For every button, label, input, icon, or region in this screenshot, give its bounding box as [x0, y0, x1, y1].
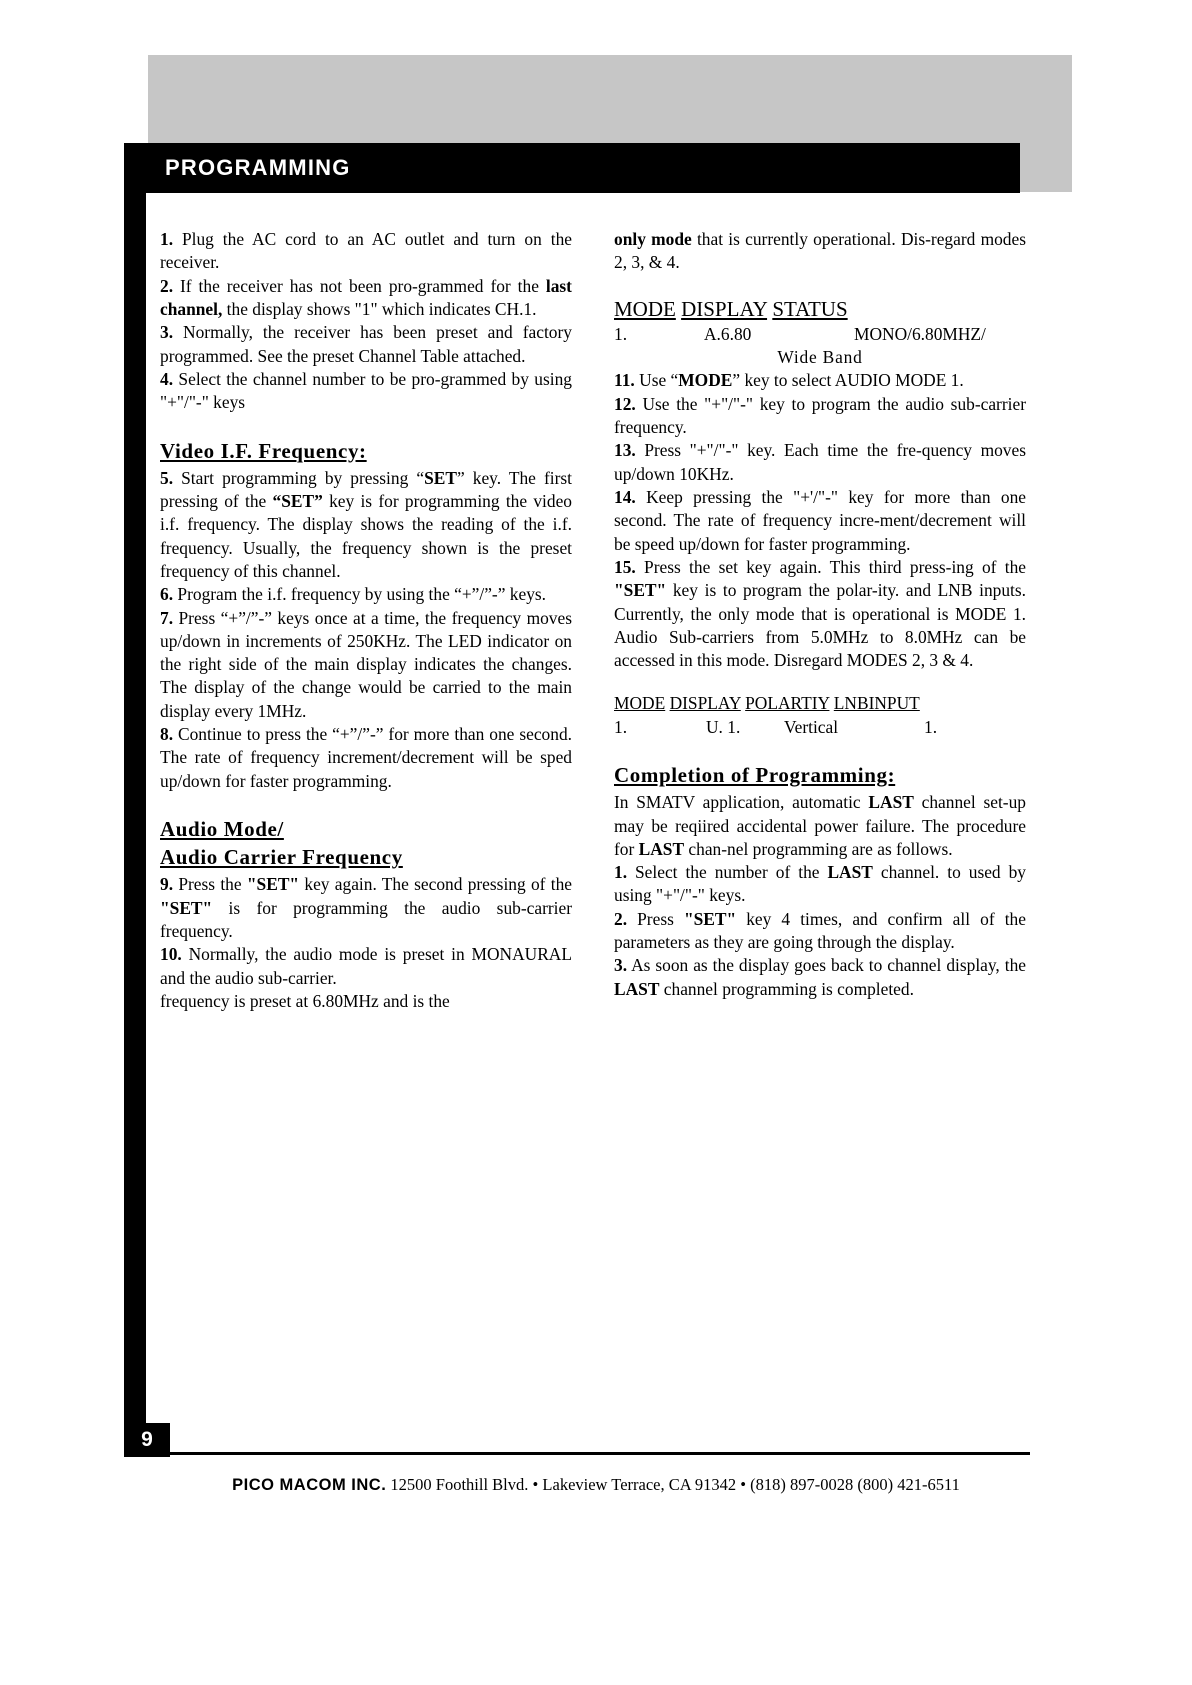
list-item	[160, 723, 572, 793]
list-item-number: 1.	[160, 229, 174, 249]
subsection-heading-audio-mode: Audio Mode/	[160, 817, 284, 841]
paragraph-text: In SMATV application, automatic	[614, 792, 869, 813]
list-item-text: Normally, the audio mode is preset in MONAURAL and the audio sub-carrier.	[160, 944, 572, 988]
right-column	[614, 228, 1026, 1001]
table1-cell-mode: 1.	[614, 323, 628, 344]
page-number-badge: 9	[124, 1423, 170, 1457]
list-item-continued: frequency is preset at 6.80MHz and is the	[160, 990, 450, 1011]
list-item-text: Plug the AC cord to an AC outlet and turn on the receiver.	[160, 229, 572, 273]
list-item	[614, 556, 1026, 673]
list-item	[160, 321, 572, 368]
table1-cell-display: A.6.80	[704, 323, 752, 344]
list-item-number: 1.	[614, 862, 628, 883]
list-item-text: Start programming by pressing “	[181, 467, 425, 488]
decorative-left-bar	[124, 193, 146, 1423]
emphasis-text: last channel,	[160, 275, 572, 319]
list-item-text-cont: the display shows "1" which indicates CH.1.	[222, 298, 537, 319]
emphasis-text: LAST	[638, 838, 685, 859]
list-item	[614, 954, 1026, 1001]
footer	[0, 1475, 1192, 1495]
list-item-text-cont: key is to program the polar-ity. and LNB inputs. Currently, the only mode that is operational is MODE 1. Audio Sub-carriers from 5.0MHz to 8.0MHz can be accessed in this mode. Disregard MODES 2, 3 & 4.	[614, 580, 1026, 671]
list-item	[160, 368, 572, 415]
list-item-text-cont: is for programming the audio sub-carrier frequency.	[160, 897, 572, 941]
table1-header-display: DISPLAY	[681, 296, 768, 321]
table1-header-status: STATUS	[772, 296, 848, 321]
list-item-text: Use the "+"/"-" key to program the audio sub-carrier frequency.	[614, 393, 1026, 437]
list-item	[614, 439, 1026, 486]
list-item-number: 14.	[614, 486, 636, 507]
table2-cell-mode: 1.	[614, 716, 628, 737]
list-item-number: 6.	[160, 584, 174, 605]
emphasis-text: LAST	[614, 978, 660, 999]
table2-header-lnbinput: LNBINPUT	[833, 693, 920, 714]
list-item-number: 3.	[614, 955, 628, 976]
list-item-text-cont: key is for programming the video i.f. frequency. The display shows the reading of the i.f. frequency. Usually, the frequency shown is the preset frequency of this channel.	[160, 490, 572, 581]
list-item	[160, 583, 572, 606]
bottom-divider	[170, 1452, 1030, 1455]
list-item-number: 10.	[160, 944, 182, 965]
list-item-text-mid: ” key. The first pressing of the	[160, 467, 572, 511]
emphasis-text: "SET"	[683, 908, 737, 929]
list-item-text-mid: key again. The second pressing of the	[299, 874, 572, 895]
list-item	[614, 369, 1026, 392]
paragraph-text: that is currently operational. Dis-regard modes 2, 3, & 4.	[614, 229, 1026, 273]
paragraph-text-mid: channel set-up may be reqiired accidental power failure. The procedure for	[614, 792, 1026, 859]
list-item	[160, 943, 572, 990]
list-item-number: 13.	[614, 440, 636, 461]
list-item-number: 15.	[614, 556, 636, 577]
table1-header-mode: MODE	[614, 296, 676, 321]
table2-cell-display: U. 1.	[706, 716, 741, 737]
list-item-number: 2.	[160, 275, 174, 296]
list-item-number: 4.	[160, 368, 174, 389]
list-item-text: Program the i.f. frequency by using the “+”/”-” keys.	[177, 584, 547, 605]
list-item-text-cont: ” key to select AUDIO MODE 1.	[732, 370, 964, 391]
list-item-text-cont: channel. to used by using "+"/"-" keys.	[614, 862, 1026, 906]
emphasis-text: LAST	[827, 862, 873, 883]
list-item	[160, 607, 572, 724]
subsection-heading-audio-carrier: Audio Carrier Frequency	[160, 845, 403, 870]
paragraph-text-cont: chan-nel programming are as follows.	[684, 838, 953, 859]
list-item-number: 7.	[160, 607, 174, 628]
subsection-heading-video-if: Video I.F. Frequency:	[160, 438, 367, 463]
emphasis-text: “SET”	[272, 490, 323, 511]
list-item-text: Select the number of the	[635, 862, 828, 883]
table1-cell-status: MONO/6.80MHZ/	[854, 323, 986, 344]
footer-company-name: PICO MACOM INC.	[232, 1476, 387, 1494]
table2-cell-lnbinput: 1.	[924, 716, 938, 737]
table2-cell-polarity: Vertical	[784, 716, 839, 737]
list-item-number: 8.	[160, 724, 174, 745]
table2-row	[614, 716, 1026, 739]
list-item	[160, 467, 572, 584]
list-item-text: Continue to press the “+”/”-” for more than one second. The rate of frequency increment/decrement will be sped up/down for faster programming.	[160, 724, 572, 791]
list-item-text: Press	[637, 908, 684, 929]
table2-header-display: DISPLAY	[669, 693, 741, 714]
table2-header-row	[614, 692, 1026, 715]
list-item	[614, 908, 1026, 955]
emphasis-text: MODE	[678, 370, 733, 391]
list-item-text: Press the	[178, 874, 247, 895]
table1-row	[614, 323, 1026, 346]
list-item-number: 3.	[160, 322, 174, 343]
table1-header-row	[614, 295, 1026, 323]
list-item-text: Use “	[639, 370, 679, 391]
paragraph-completion-intro	[614, 791, 1026, 861]
subsection-heading-completion: Completion of Programming:	[614, 763, 896, 788]
list-item-text: Keep pressing the "+'/"-" key for more than one second. The rate of frequency incre-ment/decrement will be speed up/down for faster programming.	[614, 486, 1026, 554]
list-item-number: 12.	[614, 393, 636, 414]
emphasis-text: "SET"	[160, 897, 213, 918]
emphasis-text: "SET"	[614, 580, 667, 601]
list-item	[614, 393, 1026, 440]
list-item-text-cont: key 4 times, and confirm all of the parameters as they are going through the display.	[614, 908, 1026, 953]
emphasis-text: LAST	[868, 792, 914, 813]
emphasis-text: "SET"	[246, 874, 300, 895]
list-item-text: If the receiver has not been pro-grammed for the	[180, 275, 546, 296]
list-item	[160, 873, 572, 943]
footer-address: 12500 Foothill Blvd. • Lakeview Terrace, CA 91342 • (818) 897-0028 (800) 421-6511	[390, 1475, 960, 1494]
list-item-text: Press the set key again. This third press-ing of the	[644, 556, 1026, 577]
list-item-text: Press “+”/”-” keys once at a time, the frequency moves up/down in increments of 250KHz. The LED indicator on the right side of the main display indicates the changes. The display of the change would be carried to the main display every 1MHz.	[160, 607, 572, 721]
emphasis-text: only mode	[614, 229, 692, 249]
list-item-number: 2.	[614, 908, 628, 929]
list-item-number: 11.	[614, 370, 635, 391]
list-item-text: Normally, the receiver has been preset and factory programmed. See the preset Channel Table attached.	[160, 322, 572, 366]
list-item	[160, 228, 572, 275]
paragraph-continuation	[614, 228, 1026, 275]
list-item-text-cont: channel programming is completed.	[659, 978, 914, 999]
list-item-number: 9.	[160, 874, 174, 895]
page-title: PROGRAMMING	[165, 155, 351, 180]
list-item-text: As soon as the display goes back to channel display, the	[631, 955, 1027, 976]
list-item	[614, 861, 1026, 908]
table2-header-polarity: POLARTIY	[745, 693, 830, 714]
list-item-text: Select the channel number to be pro-grammed by using "+"/"-" keys	[160, 368, 572, 413]
list-item	[614, 486, 1026, 556]
table2-header-mode: MODE	[614, 693, 666, 714]
list-item-number: 5.	[160, 467, 174, 488]
list-item-text: Press "+"/"-" key. Each time the fre-quency moves up/down 10KHz.	[614, 440, 1026, 484]
table1-row-second-line: Wide Band	[777, 347, 863, 368]
emphasis-text: SET	[424, 467, 457, 488]
left-column	[160, 228, 572, 1013]
list-item	[160, 275, 572, 322]
